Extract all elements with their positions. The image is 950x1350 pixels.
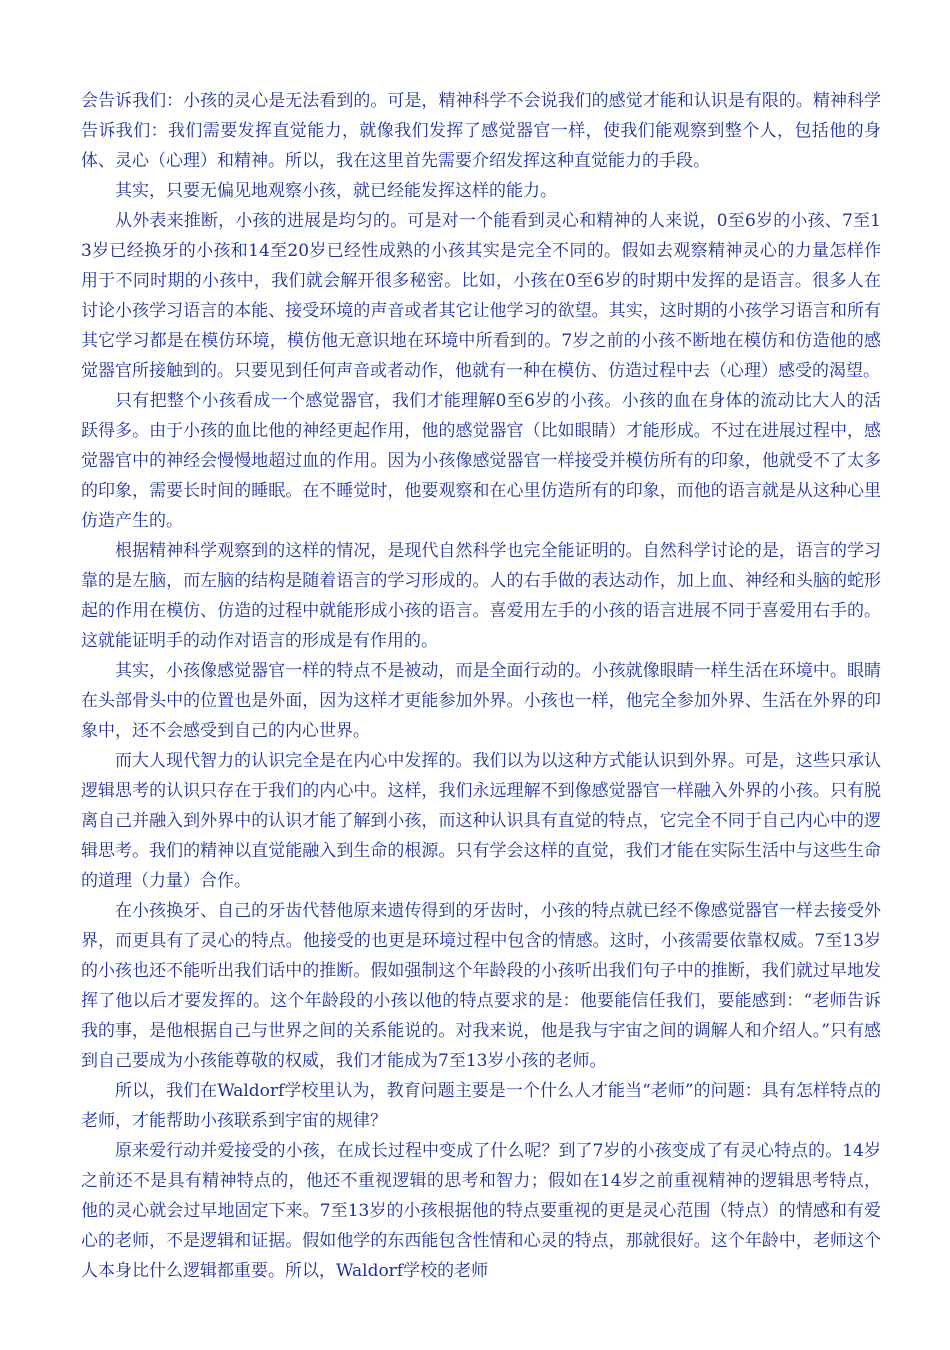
paragraph-8: 在小孩换牙、自己的牙齿代替他原来遗传得到的牙齿时，小孩的特点就已经不像感觉器官一样去接受外界，而更具有了灵心的特点。他接受的也更是环境过程中包含的情感。这时，小孩需要依靠权威。7至13岁的小孩也还不能听出我们话中的推断。假如强制这个年龄段的小孩听出我们句子中的推断，我们就过早地发挥了他以后才要发挥的。这个年龄段的小孩以他的特点要求的是：他要能信任我们，要能感到：“老师告诉我的事，是他根据自己与世界之间的关系能说的。对我来说，他是我与宇宙之间的调解人和介绍人。”只有感到自己要成为小孩能尊敬的权威，我们才能成为7至13岁小孩的老师。 bbox=[81, 901, 881, 1071]
paragraph-5: 根据精神科学观察到的这样的情况，是现代自然科学也完全能证明的。自然科学讨论的是，语言的学习靠的是左脑，而左脑的结构是随着语言的学习形成的。人的右手做的表达动作，加上血、神经和头脑的蛇形起的作用在模仿、仿造的过程中就能形成小孩的语言。喜爱用左手的小孩的语言进展不同于喜爱用右手的。这就能证明手的动作对语言的形成是有作用的。 bbox=[81, 541, 881, 651]
paragraph-3: 从外表来推断，小孩的进展是均匀的。可是对一个能看到灵心和精神的人来说，0至6岁的小孩、7至13岁已经换牙的小孩和14至20岁已经性成熟的小孩其实是完全不同的。假如去观察精神灵心的力量怎样作用于不同时期的小孩中，我们就会解开很多秘密。比如，小孩在0至6岁的时期中发挥的是语言。很多人在讨论小孩学习语言的本能、接受环境的声音或者其它让他学习的欲望。其实，这时期的小孩学习语言和所有其它学习都是在模仿环境，模仿他无意识地在环境中所看到的。7岁之前的小孩不断地在模仿和仿造他的感觉器官所接触到的。只要见到任何声音或者动作，他就有一种在模仿、仿造过程中去（心理）感受的渴望。 bbox=[81, 211, 881, 381]
paragraph-10: 原来爱行动并爱接受的小孩，在成长过程中变成了什么呢？到了7岁的小孩变成了有灵心特点的。14岁之前还不是具有精神特点的，他还不重视逻辑的思考和智力；假如在14岁之前重视精神的逻辑思考特点，他的灵心就会过早地固定下来。7至13岁的小孩根据他的特点要重视的更是灵心范围（特点）的情感和有爱心的老师，不是逻辑和证据。假如他学的东西能包含性情和心灵的特点，那就很好。这个年龄中，老师这个人本身比什么逻辑都重要。所以，Waldorf学校的老师 bbox=[81, 1141, 881, 1281]
paragraph-4: 只有把整个小孩看成一个感觉器官，我们才能理解0至6岁的小孩。小孩的血在身体的流动比大人的活跃得多。由于小孩的血比他的神经更起作用，他的感觉器官（比如眼睛）才能形成。不过在进展过程中，感觉器官中的神经会慢慢地超过血的作用。因为小孩像感觉器官一样接受并模仿所有的印象，他就受不了太多的印象，需要长时间的睡眠。在不睡觉时，他要观察和在心里仿造所有的印象，而他的语言就是从这种心里仿造产生的。 bbox=[81, 391, 881, 531]
paragraph-7: 而大人现代智力的认识完全是在内心中发挥的。我们以为以这种方式能认识到外界。可是，这些只承认逻辑思考的认识只存在于我们的内心中。这样，我们永远理解不到像感觉器官一样融入外界的小孩。只有脱离自己并融入到外界中的认识才能了解到小孩，而这种认识具有直觉的特点，它完全不同于自己内心中的逻辑思考。我们的精神以直觉能融入到生命的根源。只有学会这样的直觉，我们才能在实际生活中与这些生命的道理（力量）合作。 bbox=[81, 751, 881, 891]
paragraph-1: 会告诉我们：小孩的灵心是无法看到的。可是，精神科学不会说我们的感觉才能和认识是有限的。精神科学告诉我们：我们需要发挥直觉能力，就像我们发挥了感觉器官一样，使我们能观察到整个人，包括他的身体、灵心（心理）和精神。所以，我在这里首先需要介绍发挥这种直觉能力的手段。 bbox=[81, 91, 881, 171]
paragraph-6: 其实，小孩像感觉器官一样的特点不是被动，而是全面行动的。小孩就像眼睛一样生活在环境中。眼睛在头部骨头中的位置也是外面，因为这样才更能参加外界。小孩也一样，他完全参加外界、生活在外界的印象中，还不会感受到自己的内心世界。 bbox=[81, 661, 881, 741]
paragraph-2: 其实，只要无偏见地观察小孩，就已经能发挥这样的能力。 bbox=[115, 181, 557, 201]
paragraph-9: 所以，我们在Waldorf学校里认为，教育问题主要是一个什么人才能当“老师”的问题：具有怎样特点的老师，才能帮助小孩联系到宇宙的规律？ bbox=[81, 1081, 881, 1131]
document-page bbox=[81, 86, 881, 1286]
